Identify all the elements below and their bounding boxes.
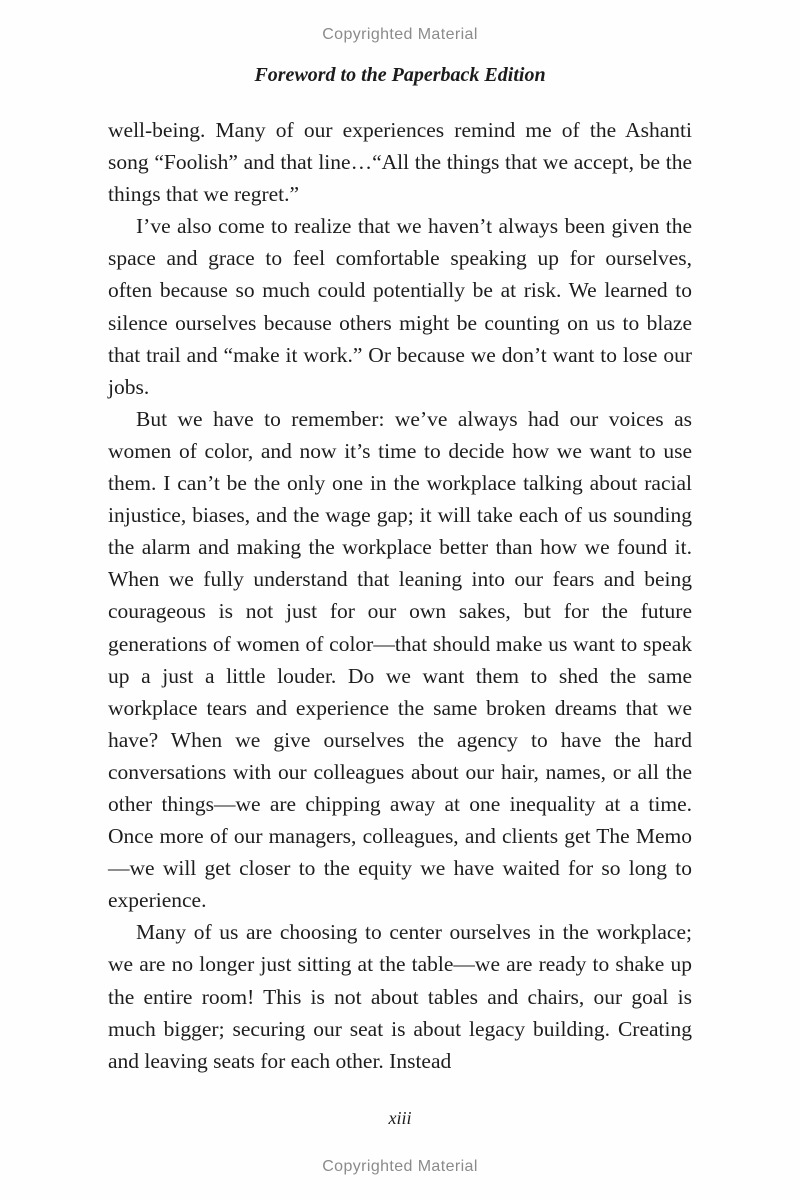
paragraph: Many of us are choosing to center ourselves in the workplace; we are no longer just sitting at the table—we are ready to shake up the entire room! This is not about tables and chairs, our goal is much bigger; securing our seat is about legacy building. Creating and leaving seats for each other. Instead xyxy=(108,920,692,1073)
paragraph: But we have to remember: we’ve always had our voices as women of color, and now it’s time to decide how we want to use them. I can’t be the only one in the workplace talking about racial injustice, biases, and the wage gap; it will take each of us sounding the alarm and making the workplace better than how we found it. When we fully understand that leaning into our fears and being courageous is not just for our own sakes, but for the future generations of women of color—that should make us want to speak up a just a little louder. Do we want them to shed the same workplace tears and experience the same broken dreams that we have? When we give ourselves the agency to have the hard conversations with our colleagues about our hair, names, or all the other things—we are chipping away at one inequality at a time. Once more of our managers, colleagues, and clients get The Memo—we will get closer to the equity we have waited for so long to experience. xyxy=(108,406,692,913)
paragraph: well-being. Many of our experiences remind me of the Ashanti song “Foolish” and that line…“All the things that we accept, be the things that we regret.” xyxy=(108,118,692,207)
copyright-watermark-top: Copyrighted Material xyxy=(322,26,478,43)
chapter-title: Foreword to the Paperback Edition xyxy=(254,64,546,86)
page-number: xiii xyxy=(388,1108,412,1128)
paragraph: I’ve also come to realize that we haven’t always been given the space and grace to feel comfortable speaking up for ourselves, often because so much could potentially be at risk. We learned to silence ourselves because others might be counting on us to blaze that trail and “make it work.” Or because we don’t want to lose our jobs. xyxy=(108,214,692,399)
copyright-watermark-bottom: Copyrighted Material xyxy=(322,1158,478,1175)
body-text xyxy=(108,114,692,1077)
